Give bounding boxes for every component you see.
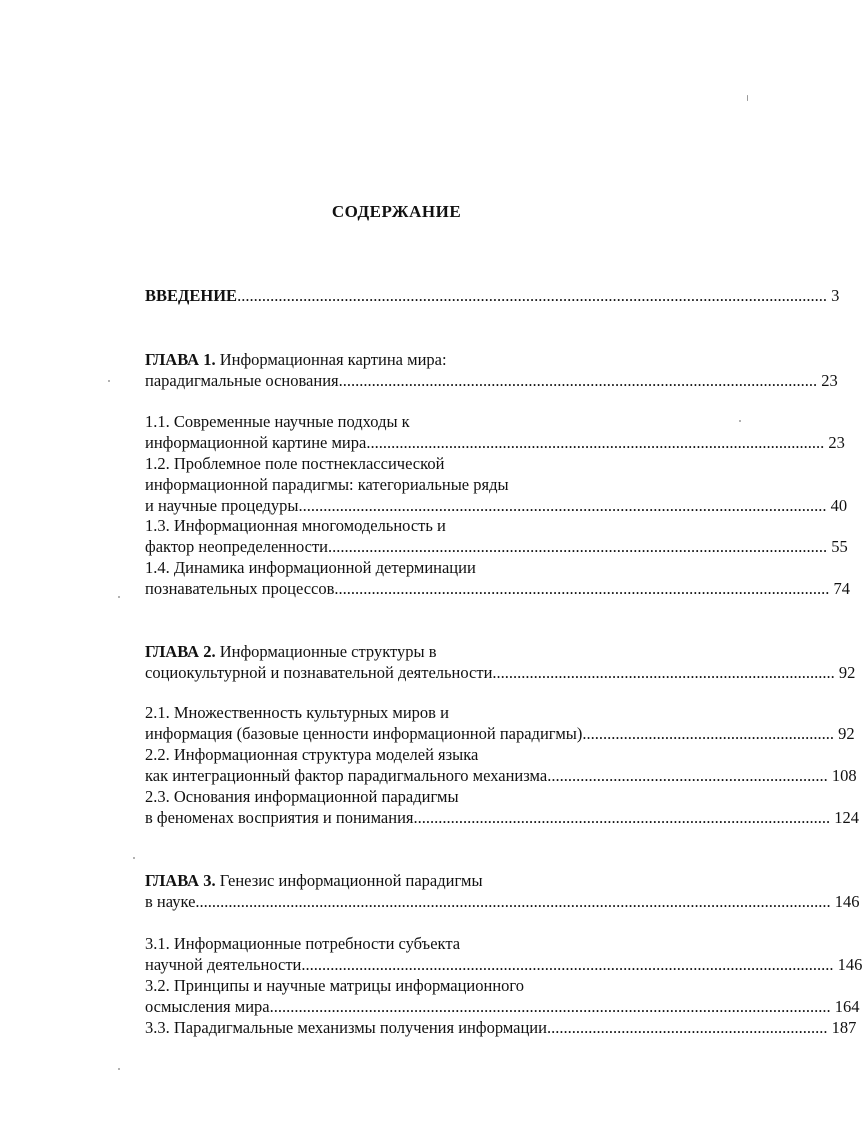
section-title: 2.3. Основания информационной парадигмы	[145, 787, 459, 806]
toc-chapter-3-title-end	[145, 892, 860, 912]
section-title: и научные процедуры	[145, 496, 299, 515]
toc-section-1-4-end	[145, 579, 850, 599]
page-number: 108	[831, 766, 857, 785]
toc-chapter-2-title-end	[145, 663, 855, 683]
leader-dots: ....................................................................	[547, 766, 832, 785]
section-title: фактор неопределенности	[145, 537, 328, 556]
section-title: 1.4. Динамика информационной детерминации	[145, 558, 476, 577]
section-title: информация (базовые ценности информационной парадигмы)	[145, 724, 583, 743]
scan-speck	[108, 380, 110, 382]
leader-dots: ...............................................................................................................	[366, 433, 829, 452]
toc-chapter-1-heading	[145, 350, 447, 370]
toc-intro	[145, 286, 839, 306]
scan-speck	[739, 420, 741, 422]
page-number: 40	[830, 496, 848, 515]
toc-section-1-1	[145, 412, 410, 432]
chapter-title: парадигмальные основания	[145, 371, 339, 390]
leader-dots: ...............................................................................................................................................	[237, 286, 832, 305]
toc-section-2-2	[145, 745, 478, 765]
section-title: информационной картине мира	[145, 433, 367, 452]
toc-section-1-4	[145, 558, 476, 578]
chapter-label: ГЛАВА 2.	[145, 642, 216, 661]
toc-section-1-3	[145, 516, 446, 536]
section-title: познавательных процессов	[145, 579, 335, 598]
leader-dots: ....................................................................	[546, 1018, 832, 1037]
toc-section-2-1	[145, 703, 449, 723]
page-number: 3	[831, 286, 840, 305]
toc-section-2-3	[145, 787, 459, 807]
chapter-label: ГЛАВА 1.	[145, 350, 216, 369]
chapter-label: ГЛАВА 3.	[145, 871, 216, 890]
page-number: 146	[837, 955, 862, 974]
section-title: 1.1. Современные научные подходы к	[145, 412, 410, 431]
toc-section-1-2-end	[145, 496, 847, 516]
scan-speck	[118, 596, 120, 598]
leader-dots: ................................................................................................................................	[298, 496, 831, 515]
toc-section-3-3	[145, 1018, 856, 1038]
leader-dots: ..........................................................................................................................................................	[195, 892, 835, 911]
chapter-title: Информационная картина мира:	[219, 350, 447, 369]
page-number: 92	[838, 724, 855, 743]
leader-dots: .................................................................................................................................	[301, 955, 838, 974]
section-title: 2.1. Множественность культурных миров и	[145, 703, 449, 722]
toc-section-3-2-end	[145, 997, 860, 1017]
section-title: 2.2. Информационная структура моделей языка	[145, 745, 479, 764]
toc-intro-label: ВВЕДЕНИЕ	[145, 286, 238, 305]
section-title: осмысления мира	[145, 997, 270, 1016]
leader-dots: .........................................................................................................................	[327, 537, 832, 556]
leader-dots: .....................................................................................................	[413, 808, 835, 827]
page-number: 74	[833, 579, 851, 598]
section-title: информационной парадигмы: категориальные ряды	[145, 475, 509, 494]
section-title: 1.3. Информационная многомодельность и	[145, 516, 446, 535]
page-number: 164	[834, 997, 860, 1016]
toc-chapter-2-heading	[145, 642, 437, 662]
toc-section-1-1-end	[145, 433, 845, 453]
chapter-title: Генезис информационной парадигмы	[219, 871, 483, 890]
scan-speck	[747, 95, 748, 101]
toc-section-1-2	[145, 454, 444, 474]
page-number: 55	[831, 537, 848, 556]
chapter-title: в науке	[145, 892, 196, 911]
section-title: 3.1. Информационные потребности субъекта	[145, 934, 461, 953]
toc-chapter-3-heading	[145, 871, 483, 891]
page-number: 187	[831, 1018, 857, 1037]
page-number: 23	[821, 371, 838, 390]
section-title: научной деятельности	[145, 955, 302, 974]
page-title: СОДЕРЖАНИЕ	[331, 202, 462, 221]
section-title: 3.3. Парадигмальные механизмы получения информации	[145, 1018, 547, 1037]
page-number: 23	[828, 433, 845, 452]
section-title: как интеграционный фактор парадигмального механизма	[145, 766, 548, 785]
page-number: 92	[838, 663, 856, 682]
section-title: в феноменах восприятия и понимания	[145, 808, 414, 827]
toc-section-1-2-cont	[145, 475, 509, 495]
toc-section-2-2-end	[145, 766, 857, 786]
leader-dots: ........................................................................................................................	[334, 579, 834, 598]
page-number: 124	[834, 808, 860, 827]
toc-section-3-2	[145, 976, 524, 996]
section-title: 3.2. Принципы и научные матрицы информационного	[145, 976, 525, 995]
toc-section-1-3-end	[145, 537, 848, 557]
scan-speck	[133, 857, 135, 859]
toc-section-2-3-end	[145, 808, 859, 828]
leader-dots: ...................................................................................	[492, 663, 839, 682]
chapter-title: Информационные структуры в	[219, 642, 437, 661]
toc-section-3-1-end	[145, 955, 862, 975]
chapter-title: социокультурной и познавательной деятельности	[145, 663, 493, 682]
toc-section-3-1	[145, 934, 460, 954]
leader-dots: ....................................................................................................................	[338, 371, 822, 390]
scan-speck	[118, 1068, 120, 1070]
toc-chapter-1-title-end	[145, 371, 838, 391]
page-number: 146	[834, 892, 860, 911]
leader-dots: ........................................................................................................................................	[269, 997, 835, 1016]
toc-section-2-1-end	[145, 724, 855, 744]
section-title: 1.2. Проблемное поле постнеклассической	[145, 454, 445, 473]
leader-dots: .............................................................	[582, 724, 839, 743]
